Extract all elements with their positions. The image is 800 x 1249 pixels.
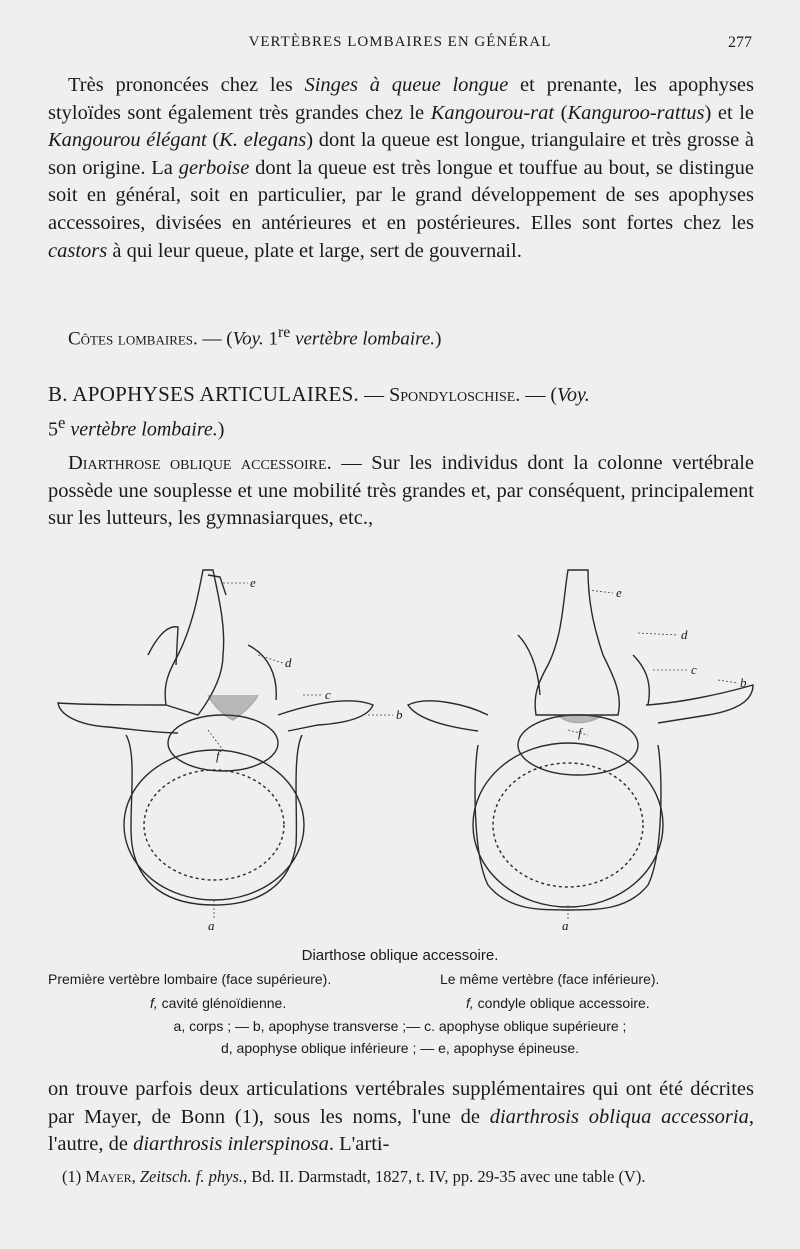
text-run: ( — [206, 129, 220, 152]
italic-term: Voy. — [232, 328, 264, 350]
italic-term: Kangourou-rat — [430, 101, 555, 124]
text-run: ) — [435, 328, 442, 350]
text-run: à qui leur queue, plate et large, sert de gouvernail. — [107, 239, 522, 262]
page-header — [48, 34, 752, 58]
left-body-outer — [124, 750, 304, 900]
text-run: 1 — [263, 328, 279, 350]
superscript: e — [58, 413, 66, 432]
text-run: (1) — [62, 1167, 86, 1186]
paragraph-diarthrose — [48, 450, 754, 533]
text-run: — — [359, 384, 390, 406]
right-label-d: d — [681, 627, 688, 642]
left-vertebra — [58, 570, 373, 905]
text-run: condyle oblique accessoire. — [473, 995, 650, 1011]
italic-term: Singes à queue longue — [304, 74, 509, 96]
italic-letter: f, — [466, 995, 474, 1011]
figure-legend-line2: d, apophyse oblique inférieure ; — e, apophyse épineuse. — [220, 1040, 580, 1056]
italic-term: Kangourou élégant — [48, 129, 207, 152]
small-caps-heading: Côtes lombaires. — [68, 328, 198, 350]
italic-term: diarthrosis obliqua accessoria — [489, 1105, 749, 1128]
text-run: — ( — [197, 328, 233, 350]
text-run: — Sur les individus dont la colonne vertébrale possède une souplesse et une mobilité très grandes et, par conséquent, principalement sur les lutteurs, les gymnasiarques, etc., — [48, 452, 755, 530]
vertebra-figure — [48, 555, 754, 945]
left-spinous-process — [165, 570, 224, 715]
text-run: cavité glénoïdienne. — [157, 995, 287, 1011]
right-label-c: c — [691, 662, 697, 677]
section-title: B. APOPHYSES ARTICULAIRES. — [48, 382, 360, 406]
text-run: ( — [554, 101, 568, 124]
text-run: et prenante, les apophyses styloïdes sont également très grandes chez le — [48, 74, 755, 124]
text-run: ) et le — [704, 101, 754, 124]
italic-term: castors — [48, 239, 108, 262]
left-transverse-process-left — [58, 703, 178, 733]
figure-legend-line1: a, corps ; — b, apophyse transverse ;— c. apophyse oblique supérieure ; — [173, 1018, 627, 1034]
left-articular-facet — [168, 715, 278, 771]
right-label-b: b — [740, 675, 747, 690]
italic-term: vertèbre lombaire. — [65, 418, 218, 441]
section-heading-b — [48, 380, 754, 444]
right-spinous-process — [535, 570, 619, 715]
superscript: re — [278, 324, 291, 341]
left-label-a: a — [208, 918, 215, 933]
left-label-c: c — [325, 687, 331, 702]
italic-term: Voy. — [557, 384, 590, 406]
right-vertebra — [408, 570, 753, 910]
paragraph-apophyses-styloides — [48, 72, 754, 265]
italic-term: Zeitsch. f. phys. — [139, 1167, 243, 1186]
left-transverse-process-right — [278, 701, 373, 731]
text-run: on trouve parfois deux articulations vertébrales supplémentaires qui ont été décrites par Mayer, de Bonn (1), sous les noms, l'une de — [48, 1078, 754, 1128]
small-caps-author: Mayer, — [85, 1167, 136, 1186]
text-run: ) dont la queue est longue, triangulaire et très grosse à son origine. La — [48, 129, 755, 179]
text-run: , l'autre, de — [48, 1105, 754, 1156]
right-label-a: a — [562, 918, 569, 933]
text-run: . L'arti- — [328, 1133, 390, 1156]
text-run: ) — [217, 418, 225, 441]
page-number: 277 — [728, 34, 752, 51]
text-run: dont la queue est très longue et touffue au bout, se distingue soit en général, soit en particulier, par le grand développement de ses apophyses accessoires, divisées en antérieures et en postérieures. Elles sont fortes chez les — [48, 156, 754, 234]
text-run: Très prononcées chez les — [68, 74, 305, 96]
right-transverse-process-right — [646, 685, 753, 723]
small-caps-term: Spondyloschise. — [389, 384, 521, 406]
paragraph-articulations — [48, 1076, 754, 1159]
right-body-outer — [473, 743, 663, 907]
left-body-inner — [144, 770, 284, 880]
figure-caption-f-right — [466, 994, 650, 1013]
right-label-e: e — [616, 585, 622, 600]
left-label-e: e — [250, 575, 256, 590]
text-run: 5 — [48, 418, 58, 441]
small-caps-heading: Diarthrose oblique accessoire. — [68, 452, 332, 474]
right-articular-facet — [518, 715, 638, 775]
left-label-f: f — [216, 748, 220, 763]
italic-term: vertèbre lombaire. — [290, 328, 436, 350]
cotes-lombaires-line — [68, 324, 441, 350]
figure-caption-left: Première vertèbre lombaire (face supérieure). — [48, 971, 332, 987]
vertebra-illustration — [48, 555, 754, 945]
text-run: , Bd. II. Darmstadt, 1827, t. IV, pp. 29-35 avec une table (V). — [243, 1167, 646, 1186]
figure-caption-f-left — [150, 994, 286, 1013]
right-body-inner — [493, 763, 643, 887]
italic-letter: f, — [150, 995, 158, 1011]
italic-term: K. elegans — [219, 129, 307, 152]
italic-term: gerboise — [178, 156, 250, 179]
left-label-b: b — [396, 707, 403, 722]
right-label-f: f — [578, 725, 582, 740]
right-transverse-process-left — [408, 701, 488, 731]
footnote — [48, 1166, 754, 1187]
italic-term: diarthrosis inlerspinosa — [133, 1133, 329, 1156]
italic-term: Kanguroo-rattus — [567, 101, 705, 124]
figure-caption-right: Le même vertèbre (face inférieure). — [440, 971, 660, 987]
running-title: VERTÈBRES LOMBAIRES EN GÉNÉRAL — [248, 34, 552, 50]
figure-caption-title: Diarthose oblique accessoire. — [301, 947, 499, 964]
left-label-d: d — [285, 655, 292, 670]
text-run: — ( — [520, 384, 558, 406]
